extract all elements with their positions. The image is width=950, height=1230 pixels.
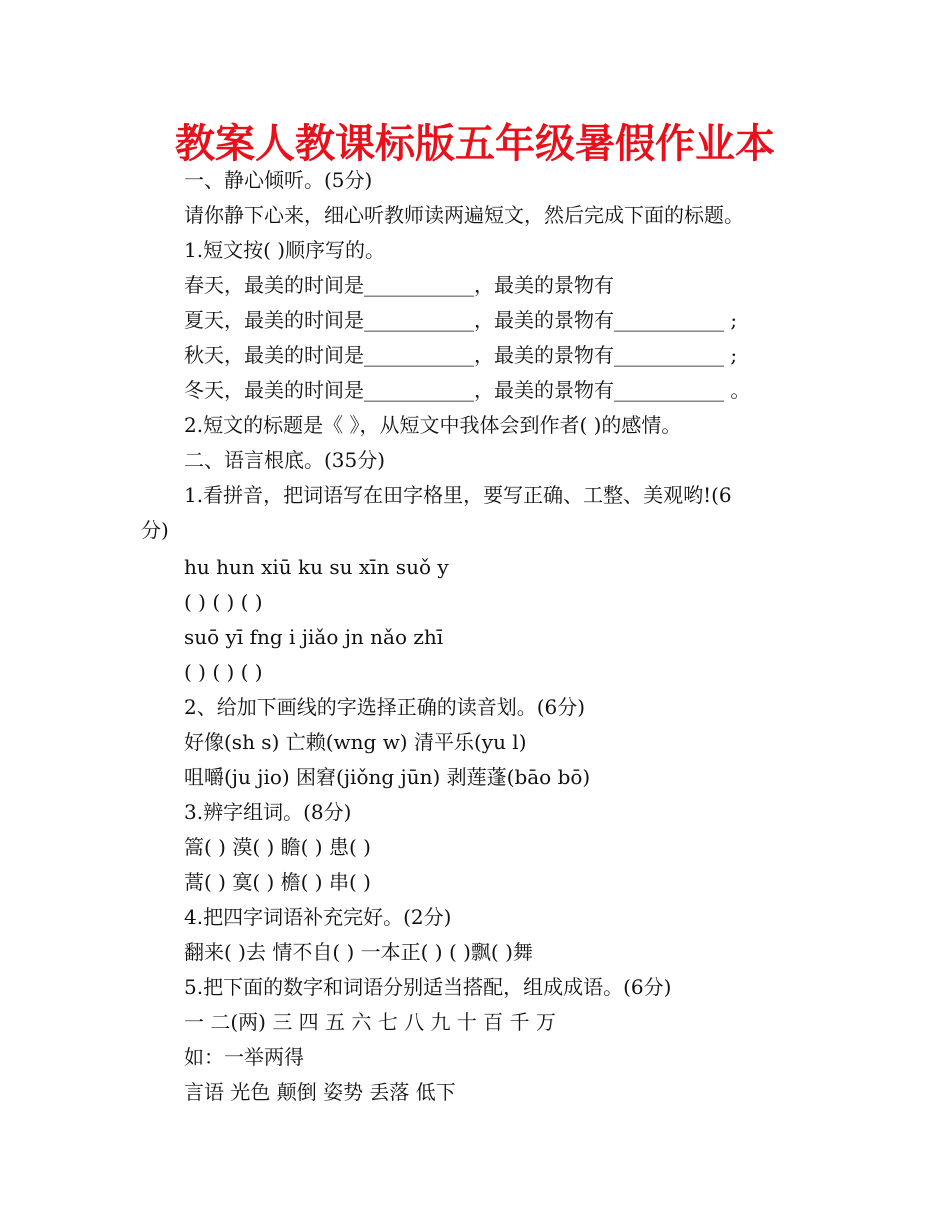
question-line: 夏天，最美的时间是___________，最美的景物有___________ ; [184, 308, 738, 332]
instruction-text: 请你静下心来，细心听教师读两遍短文，然后完成下面的标题。 [184, 203, 744, 227]
answer-brackets-line: ( ) ( ) ( ) [184, 590, 263, 614]
word-list-line: 言语 光色 颠倒 姿势 丢落 低下 [184, 1080, 456, 1104]
question-line: 篙( ) 漠( ) 瞻( ) 患( ) [184, 835, 371, 859]
question-line: 蒿( ) 寞( ) 檐( ) 串( ) [184, 870, 371, 894]
question-line: 5.把下面的数字和词语分别适当搭配，组成成语。(6分) [184, 975, 672, 999]
section-heading-language: 二、语言根底。(35分) [184, 448, 386, 472]
question-line: 翻来( )去 情不自( ) 一本正( ) ( )飘( )舞 [184, 940, 533, 964]
question-line: 3.辨字组词。(8分) [184, 800, 352, 824]
numbers-line: 一 二(两) 三 四 五 六 七 八 九 十 百 千 万 [184, 1010, 556, 1034]
question-line: 咀嚼(ju jio) 困窘(jiǒng jūn) 剥莲蓬(bāo bō) [184, 765, 591, 789]
question-line: 秋天，最美的时间是___________，最美的景物有___________ ; [184, 343, 738, 367]
question-line: 1.看拼音，把词语写在田字格里，要写正确、工整、美观哟!(6 [184, 483, 732, 507]
question-line: 好像(sh s) 亡赖(wng w) 清平乐(yu l) [184, 730, 527, 754]
question-line: 2.短文的标题是《 》，从短文中我体会到作者( )的感情。 [184, 413, 682, 437]
question-line: 冬天，最美的时间是___________，最美的景物有___________ 。 [184, 378, 751, 402]
question-line: 1.短文按( )顺序写的。 [184, 238, 386, 262]
question-line: 春天，最美的时间是___________，最美的景物有 [184, 273, 614, 297]
question-line-continued: 分) [141, 518, 169, 542]
document-title: 教案人教课标版五年级暑假作业本 [175, 121, 775, 167]
question-line: 2、给加下画线的字选择正确的读音划。(6分) [184, 695, 586, 719]
pinyin-line: suō yī fng i jiǎo jn nǎo zhī [184, 625, 444, 649]
example-line: 如：一举两得 [184, 1045, 304, 1069]
pinyin-line: hu hun xiū ku su xīn suǒ y [184, 555, 449, 579]
section-heading-listening: 一、静心倾听。(5分) [184, 168, 373, 192]
question-line: 4.把四字词语补充完好。(2分) [184, 905, 452, 929]
answer-brackets-line: ( ) ( ) ( ) [184, 660, 263, 684]
